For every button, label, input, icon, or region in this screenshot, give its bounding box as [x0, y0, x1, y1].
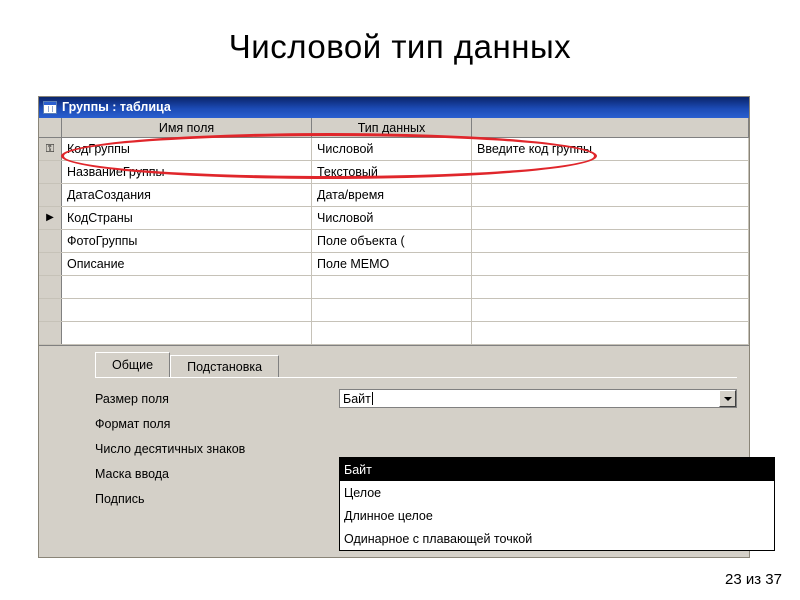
table-row[interactable] [39, 230, 749, 253]
row-selector[interactable] [39, 253, 62, 275]
field-description-cell[interactable] [472, 322, 749, 344]
field-name-cell[interactable]: ДатаСоздания [62, 184, 312, 206]
field-type-cell[interactable]: Поле объекта ( [312, 230, 472, 252]
grid-header-data-type[interactable]: Тип данных [312, 118, 472, 137]
table-row[interactable] [39, 322, 749, 345]
access-table-design-window [38, 96, 750, 558]
table-row[interactable] [39, 207, 749, 230]
row-selector[interactable] [39, 276, 62, 298]
property-value-wrap [339, 389, 737, 408]
field-type-cell[interactable] [312, 299, 472, 321]
property-label: Размер поля [95, 391, 169, 406]
table-row[interactable] [39, 276, 749, 299]
field-size-input[interactable] [339, 389, 737, 408]
table-row[interactable] [39, 299, 749, 322]
field-description-cell[interactable] [472, 161, 749, 183]
primary-key-icon: ⚿ [45, 142, 55, 155]
field-name-cell[interactable] [62, 322, 312, 344]
grid-header-selector [39, 118, 62, 137]
field-type-cell[interactable] [312, 322, 472, 344]
property-label: Подпись [95, 491, 145, 506]
table-row[interactable] [39, 161, 749, 184]
grid-header-description[interactable] [472, 118, 749, 137]
field-grid [39, 118, 749, 346]
window-title: Группы : таблица [62, 100, 171, 114]
chevron-down-icon [724, 397, 732, 401]
field-type-cell[interactable]: Числовой [312, 138, 472, 160]
field-name-cell[interactable]: НазваниеГруппы [62, 161, 312, 183]
dropdown-option-byte[interactable]: Байт [340, 458, 774, 481]
property-row-field-size [95, 386, 737, 411]
property-label: Маска ввода [95, 466, 169, 481]
field-size-dropdown-button[interactable] [719, 390, 736, 407]
slide-number: 23 из 37 [725, 571, 782, 588]
grid-header-field-name[interactable]: Имя поля [62, 118, 312, 137]
grid-header-row [39, 118, 749, 138]
field-type-cell[interactable] [312, 276, 472, 298]
field-description-cell[interactable]: Введите код группы [472, 138, 749, 160]
property-label: Формат поля [95, 416, 171, 431]
field-description-cell[interactable] [472, 184, 749, 206]
property-row-format [95, 411, 737, 436]
dropdown-option-long-integer[interactable]: Длинное целое [344, 508, 433, 523]
property-value-wrap [339, 439, 737, 458]
row-selector[interactable] [39, 299, 62, 321]
field-description-cell[interactable] [472, 276, 749, 298]
field-name-cell[interactable]: Описание [62, 253, 312, 275]
table-row[interactable] [39, 184, 749, 207]
field-type-cell[interactable]: Поле MEMO [312, 253, 472, 275]
field-name-cell[interactable]: ФотоГруппы [62, 230, 312, 252]
properties-tabs [95, 352, 279, 377]
field-size-dropdown-list[interactable] [339, 457, 775, 551]
current-record-icon: ▶ [46, 212, 54, 223]
field-name-cell[interactable] [62, 299, 312, 321]
field-type-cell[interactable]: Текстовый [312, 161, 472, 183]
tabs-divider [95, 377, 737, 378]
field-size-value: Байт [343, 391, 371, 406]
row-selector[interactable] [39, 230, 62, 252]
table-icon [43, 101, 57, 114]
field-description-cell[interactable] [472, 253, 749, 275]
text-caret [372, 392, 373, 405]
row-selector[interactable] [39, 322, 62, 344]
row-selector[interactable] [39, 161, 62, 183]
dropdown-option-single[interactable]: Одинарное с плавающей точкой [344, 531, 533, 546]
field-description-cell[interactable] [472, 207, 749, 229]
field-type-cell[interactable]: Дата/время [312, 184, 472, 206]
tab-general[interactable]: Общие [95, 352, 170, 377]
field-type-cell[interactable]: Числовой [312, 207, 472, 229]
tab-lookup[interactable]: Подстановка [170, 355, 279, 377]
dropdown-option-integer[interactable]: Целое [344, 485, 382, 500]
field-description-cell[interactable] [472, 299, 749, 321]
table-row[interactable] [39, 253, 749, 276]
table-row[interactable] [39, 138, 749, 161]
field-name-cell[interactable]: КодСтраны [62, 207, 312, 229]
field-name-cell[interactable] [62, 276, 312, 298]
window-titlebar [39, 97, 749, 118]
field-description-cell[interactable] [472, 230, 749, 252]
property-label: Число десятичных знаков [95, 441, 246, 456]
page-title: Числовой тип данных [228, 28, 572, 65]
row-selector-current[interactable] [39, 207, 62, 229]
field-name-cell[interactable]: КодГруппы [62, 138, 312, 160]
property-value-wrap [339, 414, 737, 433]
row-selector[interactable] [39, 138, 62, 160]
row-selector[interactable] [39, 184, 62, 206]
